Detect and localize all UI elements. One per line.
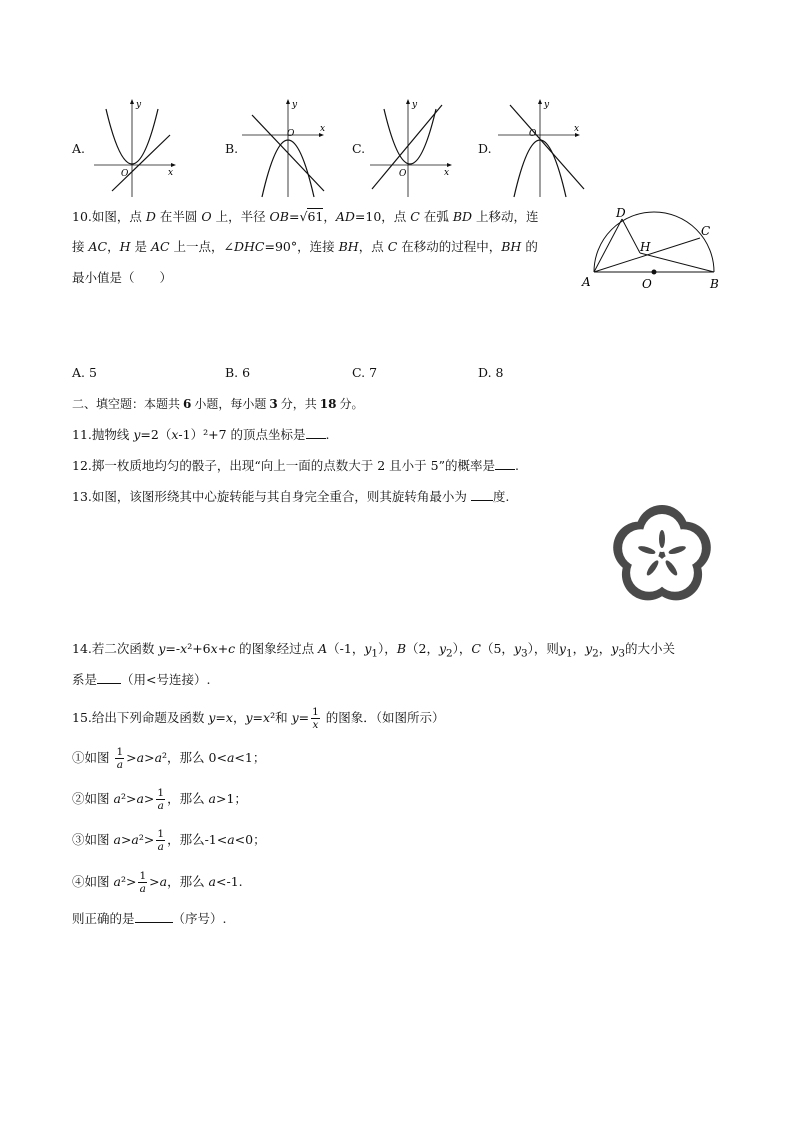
q9-option-c-label: C. [352, 141, 366, 156]
line [510, 105, 584, 189]
label-a: A [582, 275, 591, 289]
segment-bh [640, 253, 714, 272]
y-arrow [406, 99, 410, 104]
label-origin: O [287, 129, 295, 139]
label-c: C [701, 224, 711, 238]
q9-graph-d [496, 95, 588, 199]
y-arrow [538, 99, 542, 104]
label-y: y [544, 100, 550, 110]
q9-graph-c [368, 95, 460, 199]
q15-answer-line: 则正确的是 （序号）. [72, 911, 227, 926]
q13-flower-figure [609, 502, 715, 608]
q13: 13.如图，该图形绕其中心旋转能与其自身完全重合，则其旋转角最小为 度. [72, 489, 510, 504]
q9-option-a-label: A. [72, 141, 86, 156]
q10-option-c: C. 7 [352, 365, 378, 380]
label-d: D [616, 206, 626, 220]
q14-line-2: 系是 （用<号连接）. [72, 672, 211, 687]
label-y: y [412, 100, 418, 110]
y-arrow [130, 99, 134, 104]
fraction-1-over-a: $\frac{1}{a}$ [157, 827, 165, 853]
fraction-1-over-a: $\frac{1}{a}$ [157, 786, 165, 812]
label-h: H [640, 240, 651, 254]
q10-line-2: 接 AC，H 是 AC 上一点，∠DHC=90°，连接 BH，点 C 在移动的过程中，BH 的 [72, 239, 538, 254]
label-b: B [710, 277, 719, 291]
q12: 12.掷一枚质地均匀的骰子，出现“向上一面的点数大于 2 且小于 5”的概率是 . [72, 458, 519, 473]
q11: 11.抛物线 y=2（x-1）²+7 的顶点坐标是 . [72, 427, 330, 442]
label-x: x [444, 168, 450, 178]
sqrt-sign: √ [299, 209, 308, 224]
q15-item-2: ②如图 a²>a> $\frac{1}{a}$ ，那么 a>1； [72, 786, 247, 812]
answer-blank[interactable] [306, 437, 326, 439]
label-x: x [320, 124, 326, 134]
y-arrow [286, 99, 290, 104]
line [112, 135, 170, 191]
label-origin: O [121, 169, 129, 179]
q15-item-3: ③如图 a>a²> $\frac{1}{a}$ ，那么-1<a<0； [72, 827, 266, 853]
q10-line-3: 最小值是（ ） [72, 270, 173, 285]
q9-option-d-label: D. [478, 141, 492, 156]
parabola [384, 109, 436, 164]
fraction-1-over-a: $\frac{1}{a}$ [116, 745, 124, 771]
segment-dh [622, 219, 640, 253]
answer-blank[interactable] [471, 499, 493, 501]
q9-graph-b [240, 95, 332, 199]
label-origin: O [399, 169, 407, 179]
q15-stem: 15.给出下列命题及函数 y=x，y=x²和 y= $\frac{1}{x}$ 的图象．（如图所示） [72, 705, 445, 731]
semicircle-arc [594, 212, 714, 272]
label-x: x [168, 168, 174, 178]
q15-item-1: ①如图 $\frac{1}{a}$ >a>a²，那么 0<a<1； [72, 745, 266, 771]
q14-line-1: 14.若二次函数 y=-x²+6x+c 的图象经过点 A（-1，$y_1$），B（2，$y_2$），C（5，$y_3$），则$y_1$，$y_2$，$y_3$的大小关 [72, 641, 675, 660]
line [372, 105, 442, 189]
x-arrow [447, 163, 452, 167]
stamen [659, 530, 665, 548]
section-2-heading: 二、填空题：本题共 6 小题，每小题 3 分，共 18 分。 [72, 397, 364, 411]
fraction-1-over-a: $\frac{1}{a}$ [139, 869, 147, 895]
q10-option-a: A. 5 [72, 365, 97, 380]
q10-semicircle-figure [578, 200, 728, 295]
answer-blank[interactable] [135, 921, 173, 923]
q10-line-1: 10.如图，点 D 在半圆 O 上，半径 OB=√61，AD=10，点 C 在弧 BD 上移动，连 [72, 209, 539, 224]
q9-graph-a [92, 95, 184, 199]
x-arrow [171, 163, 176, 167]
answer-blank[interactable] [495, 468, 515, 470]
label-y: y [292, 100, 298, 110]
center-point [652, 270, 657, 275]
label-x: x [574, 124, 580, 134]
label-origin: O [529, 129, 537, 139]
q10-option-d: D. 8 [478, 365, 504, 380]
answer-blank[interactable] [97, 682, 121, 684]
label-y: y [136, 100, 142, 110]
q10-option-b: B. 6 [225, 365, 251, 380]
q9-option-b-label: B. [225, 141, 239, 156]
label-o: O [642, 277, 652, 291]
q15-item-4: ④如图 a²> $\frac{1}{a}$ >a，那么 a<-1. [72, 869, 243, 895]
fraction-1-over-x: $\frac{1}{x}$ [312, 705, 319, 731]
